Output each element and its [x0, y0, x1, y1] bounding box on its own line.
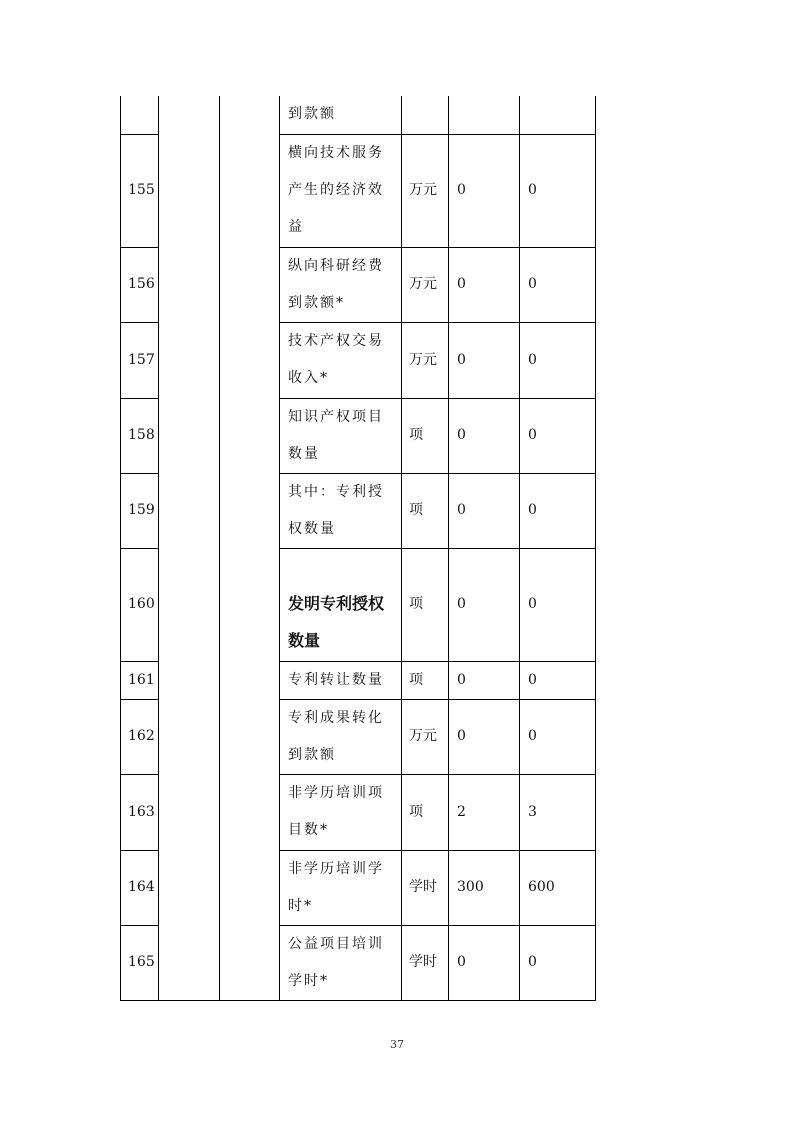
- item-name: 横向技术服务产生的经济效益: [280, 134, 402, 247]
- item-unit: 万元: [402, 134, 449, 247]
- row-number: 161: [121, 661, 159, 699]
- value-year-2: 3: [520, 774, 596, 850]
- item-unit: 万元: [402, 699, 449, 774]
- item-unit: 项: [402, 661, 449, 699]
- row-number: 158: [121, 398, 159, 473]
- value-year-1: 2: [449, 774, 520, 850]
- value-year-2: 0: [520, 699, 596, 774]
- row-number: [121, 96, 159, 134]
- item-name: 知识产权项目数量: [280, 398, 402, 473]
- value-year-2: [520, 96, 596, 134]
- row-number: 159: [121, 473, 159, 548]
- item-name: 公益项目培训学时*: [280, 925, 402, 1000]
- value-year-2: 600: [520, 850, 596, 925]
- value-year-1: 0: [449, 473, 520, 548]
- value-year-2: 0: [520, 473, 596, 548]
- item-name: 其中：专利授权数量: [280, 473, 402, 548]
- row-number: 157: [121, 322, 159, 398]
- item-name: 发明专利授权数量: [280, 548, 402, 661]
- item-name: 专利成果转化到款额: [280, 699, 402, 774]
- row-number: 162: [121, 699, 159, 774]
- page-number: 37: [390, 1038, 404, 1051]
- item-name: 技术产权交易收入*: [280, 322, 402, 398]
- row-number: 164: [121, 850, 159, 925]
- item-unit: 项: [402, 548, 449, 661]
- value-year-2: 0: [520, 548, 596, 661]
- value-year-1: 0: [449, 699, 520, 774]
- item-name: 纵向科研经费到款额*: [280, 247, 402, 322]
- value-year-2: 0: [520, 247, 596, 322]
- table-row: [121, 96, 596, 134]
- item-name: 非学历培训项目数*: [280, 774, 402, 850]
- merged-category-column: [159, 96, 220, 1000]
- value-year-1: 0: [449, 661, 520, 699]
- value-year-1: 0: [449, 134, 520, 247]
- item-unit: 学时: [402, 850, 449, 925]
- item-name: 非学历培训学时*: [280, 850, 402, 925]
- item-unit: [402, 96, 449, 134]
- value-year-1: [449, 96, 520, 134]
- item-unit: 项: [402, 398, 449, 473]
- value-year-1: 0: [449, 398, 520, 473]
- value-year-2: 0: [520, 134, 596, 247]
- item-unit: 学时: [402, 925, 449, 1000]
- value-year-1: 0: [449, 925, 520, 1000]
- value-year-2: 0: [520, 925, 596, 1000]
- item-name: 专利转让数量: [280, 661, 402, 699]
- value-year-1: 300: [449, 850, 520, 925]
- value-year-1: 0: [449, 548, 520, 661]
- value-year-2: 0: [520, 322, 596, 398]
- item-unit: 项: [402, 473, 449, 548]
- row-number: 155: [121, 134, 159, 247]
- value-year-1: 0: [449, 247, 520, 322]
- indicator-table: [120, 96, 596, 1001]
- value-year-2: 0: [520, 398, 596, 473]
- row-number: 165: [121, 925, 159, 1000]
- merged-subcategory-column: [220, 96, 280, 1000]
- item-unit: 万元: [402, 322, 449, 398]
- row-number: 163: [121, 774, 159, 850]
- value-year-2: 0: [520, 661, 596, 699]
- row-number: 156: [121, 247, 159, 322]
- item-unit: 项: [402, 774, 449, 850]
- row-number: 160: [121, 548, 159, 661]
- item-unit: 万元: [402, 247, 449, 322]
- value-year-1: 0: [449, 322, 520, 398]
- item-name: 到款额: [280, 96, 402, 134]
